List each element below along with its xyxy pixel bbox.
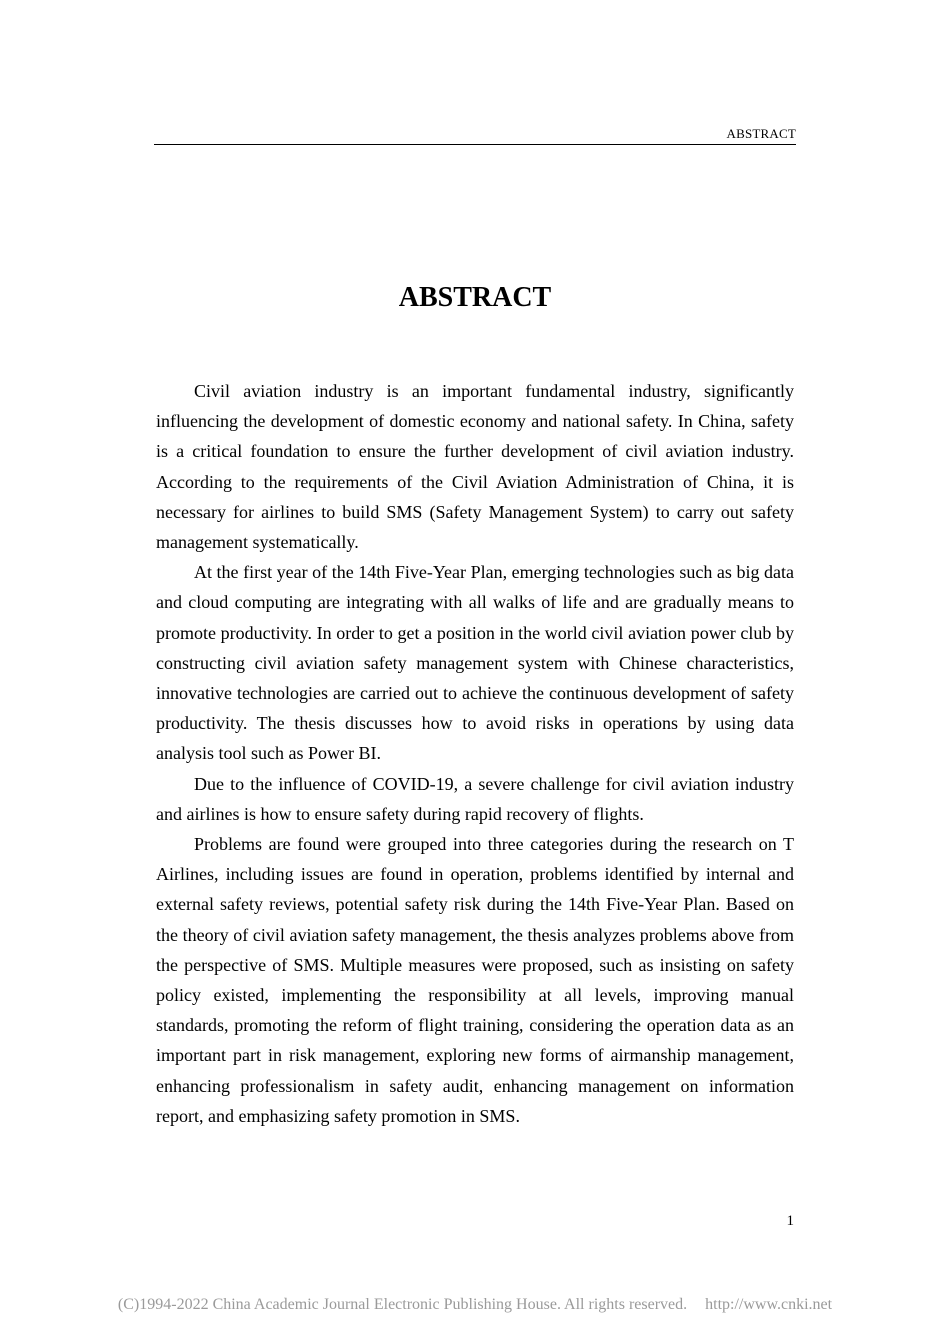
abstract-body [156, 376, 794, 1131]
page-title: ABSTRACT [398, 282, 552, 313]
page-number: 1 [786, 1213, 794, 1229]
paragraph-1: Civil aviation industry is an important fundamental industry, significantly influencing the development of domestic economy and national safety. In China, safety is a critical foundation to ensure the further development of civil aviation industry. According to the requirements of the Civil Aviation Administration of China, it is necessary for airlines to build SMS (Safety Management System) to carry out safety management systematically. [156, 381, 794, 553]
running-header: ABSTRACT [726, 126, 796, 141]
paragraph-3: Due to the influence of COVID-19, a severe challenge for civil aviation industry and airlines is how to ensure safety during rapid recovery of flights. [156, 773, 794, 824]
copyright-text: (C)1994-2022 China Academic Journal Electronic Publishing House. All rights reserved. [117, 1296, 688, 1313]
header-rule [154, 144, 796, 145]
copyright-watermark [0, 1296, 950, 1314]
copyright-url: http://www.cnki.net [705, 1296, 833, 1313]
paragraph-2: At the first year of the 14th Five-Year Plan, emerging technologies such as big data and cloud computing are integrating with all walks of life and are gradually means to promote productivity. In order to get a position in the world civil aviation power club by constructing civil aviation safety management system with Chinese characteristics, innovative technologies are carried out to achieve the continuous development of safety productivity. The thesis discusses how to avoid risks in operations by using data analysis tool such as Power BI. [156, 562, 794, 764]
paragraph-4: Problems are found were grouped into three categories during the research on T Airlines, including issues are found in operation, problems identified by internal and external safety reviews, potential safety risk during the 14th Five-Year Plan. Based on the theory of civil aviation safety management, the thesis analyzes problems above from the perspective of SMS. Multiple measures were proposed, such as insisting on safety policy existed, implementing the responsibility at all levels, improving manual standards, promoting the reform of flight training, considering the operation data as an important part in risk management, exploring new forms of airmanship management, enhancing professionalism in safety audit, enhancing management on information report, and emphasizing safety promotion in SMS. [156, 834, 794, 1126]
